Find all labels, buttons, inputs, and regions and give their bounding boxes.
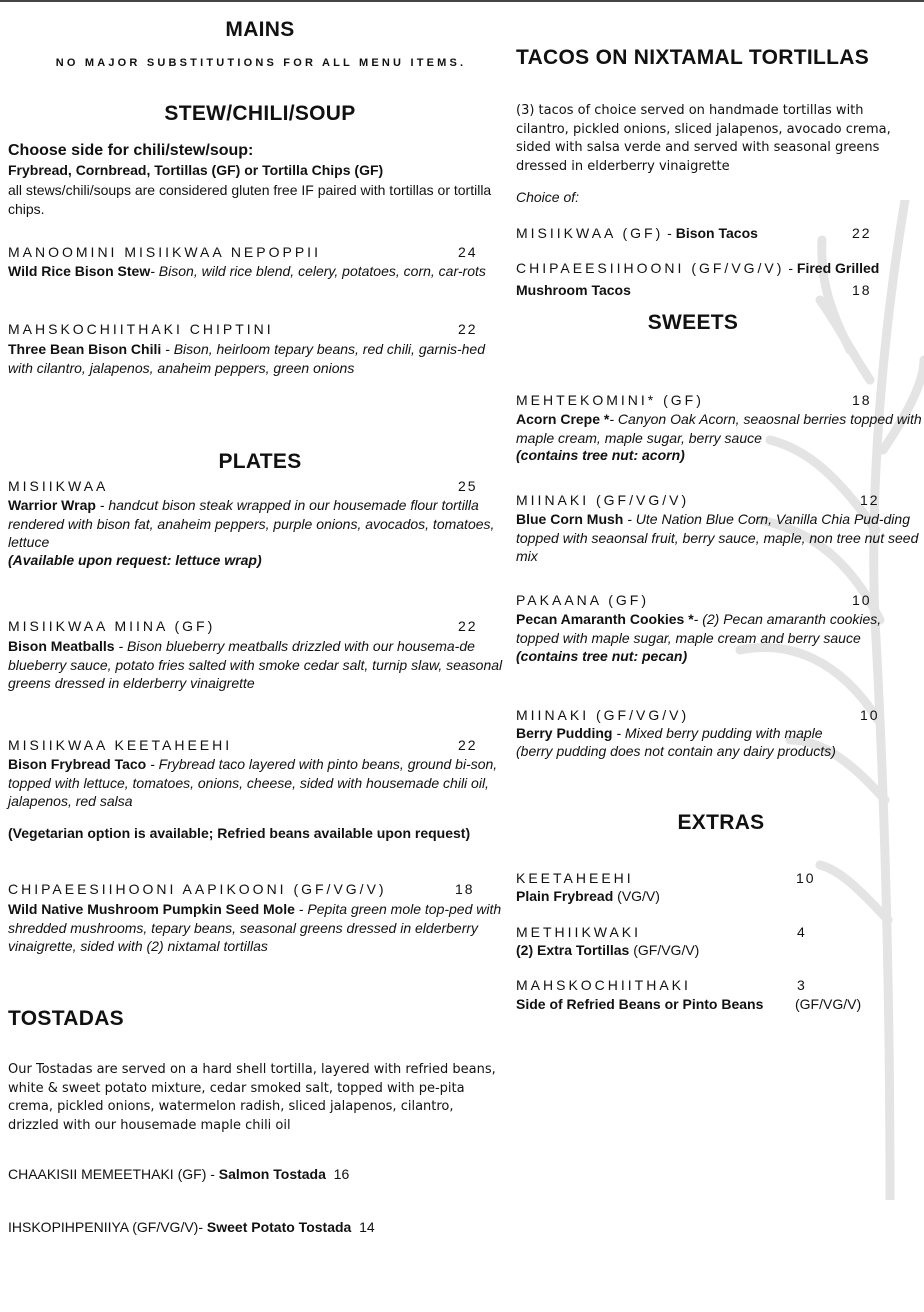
item-name: Sweet Potato Tostada [206, 1219, 352, 1235]
tacos-title: TACOS ON NIXTAMAL TORTILLAS [516, 46, 870, 69]
item-native-name: MISIIKWAA MIINA (GF) [8, 618, 216, 634]
item-tag: (VG/V) [613, 888, 660, 904]
item-native-name: MISIIKWAA (GF) [516, 225, 664, 241]
item-name: Plain Frybread [516, 888, 614, 904]
item-note: (Vegetarian option is available; Refried beans available upon request) [8, 825, 471, 841]
item-tag: (GF/VG/V) [629, 942, 700, 958]
item-separator: - [663, 225, 676, 241]
item-native-name: MAHSKOCHIITHAKI CHIPTINI [8, 321, 274, 337]
item-price: 10 [796, 870, 816, 886]
item-name: (2) Extra Tortillas [516, 942, 630, 958]
choice-label: Choice of: [516, 189, 580, 205]
item-desc-text: (2) Pecan amaranth cookies, topped with maple sugar, maple cream and berry sauce [516, 611, 882, 646]
item-price: 22 [458, 737, 478, 753]
item-name: Side of Refried Beans or Pinto Beans [516, 996, 764, 1012]
item-native-name: METHIIKWAKI [516, 924, 642, 940]
mains-title: MAINS [225, 18, 295, 41]
item-native-name: MANOOMINI MISIIKWAA NEPOPPII [8, 244, 321, 260]
item-separator: - [609, 411, 618, 427]
item-separator: - [294, 901, 308, 917]
item-price: 24 [458, 244, 478, 260]
item-name: Bison Frybread Taco [8, 756, 147, 772]
item-note: (berry pudding does not contain any dairy products) [516, 743, 836, 759]
item-separator: - [146, 756, 159, 772]
item-separator: - [693, 611, 703, 627]
item-line [516, 225, 758, 241]
item-price: 16 [333, 1166, 350, 1182]
item-separator: - [161, 341, 174, 357]
item-name: Warrior Wrap [8, 497, 96, 513]
item-separator: - [623, 511, 636, 527]
item-native-name: MIINAKI (GF/VG/V) [516, 707, 690, 723]
item-line [516, 888, 660, 904]
tostadas-title: TOSTADAS [8, 1007, 124, 1030]
item-description [8, 496, 513, 552]
item-description [8, 755, 513, 811]
item-line [516, 260, 879, 276]
item-name: Pecan Amaranth Cookies * [516, 611, 694, 627]
item-description [516, 410, 922, 447]
item-price: 12 [860, 492, 880, 508]
plates-title: PLATES [218, 450, 302, 473]
item-price: 18 [852, 282, 872, 298]
item-description [516, 610, 922, 647]
tacos-intro: (3) tacos of choice served on handmade tortillas with cilantro, pickled onions, sliced jalapenos, avocado crema, sided with salsa verde and served with seasonal greens dressed in elderberry vinaigrette [516, 103, 891, 174]
item-name: Wild Rice Bison Stew [8, 263, 151, 279]
item-name: Berry Pudding [516, 725, 613, 741]
side-choice-heading: Choose side for chili/stew/soup: [8, 142, 254, 159]
item-name: Three Bean Bison Chili [8, 341, 162, 357]
item-desc-text: handcut bison steak wrapped in our housemade flour tortilla rendered with bison fat, anaheim peppers, purple onions, avocados, tomatoes, lettuce [8, 497, 495, 550]
item-desc-text: Canyon Oak Acorn, seaosnal berries topped with maple cream, maple sugar, berry sauce [516, 411, 922, 446]
item-price: 14 [359, 1219, 375, 1235]
plant-illustration [700, 200, 924, 1200]
item-native-name: MISIIKWAA KEETAHEEHI [8, 737, 233, 753]
item-tag: (GF/VG/V) [795, 996, 862, 1012]
tostada-item [8, 1166, 349, 1182]
item-separator: - [95, 497, 109, 513]
side-options: Frybread, Cornbread, Tortillas (GF) or Tortilla Chips (GF) [8, 162, 384, 178]
item-native-name: CHAAKISII MEMEETHAKI (GF) - [8, 1166, 219, 1182]
item-note: (contains tree nut: pecan) [516, 648, 688, 664]
item-price: 22 [458, 321, 478, 337]
item-price: 10 [860, 707, 880, 723]
item-native-name: MAHSKOCHIITHAKI [516, 977, 691, 993]
item-name: Bison Meatballs [8, 638, 115, 654]
item-native-name: MEHTEKOMINI* (GF) [516, 392, 704, 408]
item-separator: - [612, 725, 625, 741]
item-native-name: IHSKOPIHPENIIYA (GF/VG/V)- [8, 1219, 207, 1235]
item-separator: - [114, 638, 128, 654]
tostadas-intro: Our Tostadas are served on a hard shell tortilla, layered with refried beans, white & sweet potato mixture, cedar smoked salt, topped with pe-pita crema, pickled onions, watermelon radish, sliced jalapenos, cilantro, drizzled with our housemade maple chili oil [8, 1062, 496, 1133]
sweets-title: SWEETS [647, 311, 739, 334]
item-native-name: MIINAKI (GF/VG/V) [516, 492, 690, 508]
item-price: 4 [797, 924, 807, 940]
substitution-notice: NO MAJOR SUBSTITUTIONS FOR ALL MENU ITEMS. [55, 57, 467, 69]
item-native-name: CHIPAEESIIHOONI AAPIKOONI (GF/VG/V) [8, 881, 387, 897]
item-desc-text: Frybread taco layered with pinto beans, ground bi-son, topped with lettuce, tomatoes, onions, cheese, sided with housemade chili oil, jalapenos, red salsa [8, 756, 498, 809]
item-desc-text: Bison, wild rice blend, celery, potatoes, corn, car-rots [158, 263, 486, 279]
item-native-name: KEETAHEEHI [516, 870, 634, 886]
item-native-name: MISIIKWAA [8, 478, 109, 494]
item-description [8, 262, 503, 281]
item-desc-text: Mixed berry pudding with maple [624, 725, 823, 741]
item-note: (Available upon request: lettuce wrap) [8, 552, 262, 568]
item-description [8, 340, 503, 377]
item-name: Acorn Crepe * [516, 411, 610, 427]
item-price: 22 [458, 618, 478, 634]
item-name: Fired Grilled [796, 260, 880, 276]
item-name: Blue Corn Mush [516, 511, 624, 527]
item-name: Bison Tacos [675, 225, 758, 241]
item-native-name: CHIPAEESIIHOONI (GF/VG/V) [516, 260, 785, 276]
item-native-name: PAKAANA (GF) [516, 592, 649, 608]
item-line [516, 942, 699, 958]
item-desc-text: Ute Nation Blue Corn, Vanilla Chia Pud-ding topped with seaonsal fruit, berry sauce, maple, non tree nut seed mix [516, 511, 919, 564]
item-price: 22 [852, 225, 872, 241]
item-desc-text: Pepita green mole top-ped with shredded mushrooms, tepary beans, seasonal greens dressed in elderberry vinaigrette, sided with (2) nixtamal tortillas [8, 901, 502, 954]
item-name: Wild Native Mushroom Pumpkin Seed Mole [8, 901, 295, 917]
item-description [516, 510, 922, 566]
item-description [8, 900, 508, 956]
extras-title: EXTRAS [677, 811, 765, 834]
item-description [8, 637, 503, 693]
item-price: 25 [458, 478, 478, 494]
gluten-free-note: all stews/chili/soups are considered gluten free IF paired with tortillas or tortilla chips. [8, 182, 492, 217]
item-price: 18 [455, 881, 475, 897]
item-name-continued: Mushroom Tacos [516, 282, 631, 298]
item-desc-text: Bison, heirloom tepary beans, red chili, garnis-hed with cilantro, jalapenos, anaheim peppers, green onions [8, 341, 485, 376]
tostada-item [8, 1219, 375, 1235]
item-price: 10 [852, 592, 872, 608]
item-separator: - [150, 263, 159, 279]
item-price: 18 [852, 392, 872, 408]
top-border-line [0, 0, 924, 2]
item-name: Salmon Tostada [218, 1166, 326, 1182]
stew-chili-soup-title: STEW/CHILI/SOUP [164, 102, 356, 125]
item-desc-text: Bison blueberry meatballs drizzled with our housema-de blueberry sauce, potato fries salted with smoke cedar salt, turnip slaw, seasonal greens dressed in elderberry vinaigrette [8, 638, 503, 691]
item-separator: - [784, 260, 797, 276]
item-description [516, 725, 823, 741]
item-price: 3 [797, 977, 807, 993]
item-note: (contains tree nut: acorn) [516, 447, 685, 463]
